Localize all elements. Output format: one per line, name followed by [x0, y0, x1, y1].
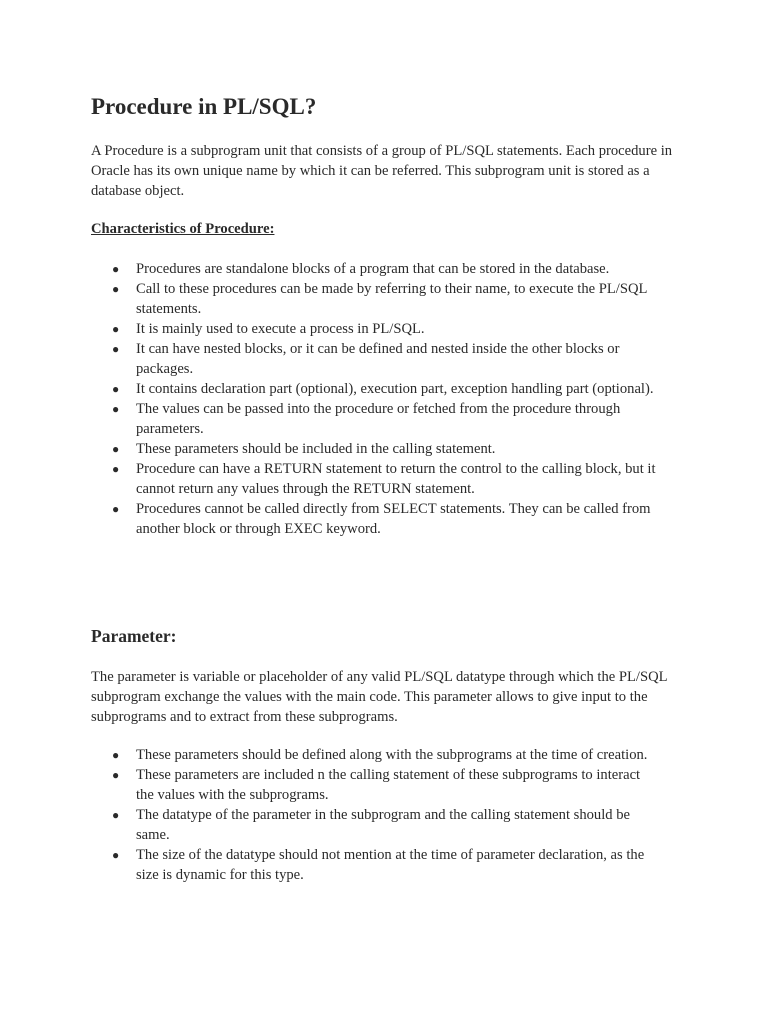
list-item: ● Call to these procedures can be made by referring to their name, to execute the PL/SQL statements. [112, 281, 647, 317]
bullet-icon: ● [112, 848, 120, 862]
list-item: ● It can have nested blocks, or it can be defined and nested inside the other blocks or packages. [112, 341, 620, 377]
bullet-icon: ● [112, 342, 120, 356]
list-item: ● These parameters are included n the calling statement of these subprograms to interact the values with the subprograms. [112, 767, 641, 803]
characteristics-heading: Characteristics of Procedure: [91, 221, 275, 237]
list-item: ● The datatype of the parameter in the subprogram and the calling statement should be same. [112, 807, 630, 843]
bullet-icon: ● [112, 402, 120, 416]
bullet-icon: ● [112, 442, 120, 456]
bullet-icon: ● [112, 462, 120, 476]
bullet-icon: ● [112, 322, 120, 336]
list-item: ● It contains declaration part (optional), execution part, exception handling part (optional). [112, 381, 654, 397]
list-item: ● It is mainly used to execute a process in PL/SQL. [112, 321, 425, 337]
intro-paragraph: A Procedure is a subprogram unit that consists of a group of PL/SQL statements. Each procedure in Oracle has its own unique name by which it can be referred. This subprogram unit is stored as a database object. [91, 143, 673, 199]
list-item: ● Procedures cannot be called directly from SELECT statements. They can be called from another block or through EXEC keyword. [112, 501, 651, 537]
list-item: ● These parameters should be included in the calling statement. [112, 441, 496, 457]
list-item: ● Procedure can have a RETURN statement to return the control to the calling block, but it cannot return any values through the RETURN statement. [112, 461, 656, 497]
bullet-icon: ● [112, 808, 120, 822]
bullet-icon: ● [112, 502, 120, 516]
list-item: ● Procedures are standalone blocks of a program that can be stored in the database. [112, 261, 610, 277]
bullet-icon: ● [112, 262, 120, 276]
bullet-icon: ● [112, 748, 120, 762]
parameter-heading: Parameter: [91, 626, 177, 646]
parameter-list [91, 745, 691, 885]
bullet-icon: ● [112, 382, 120, 396]
bullet-icon: ● [112, 282, 120, 296]
characteristics-list [91, 259, 691, 539]
page-title: Procedure in PL/SQL? [91, 94, 317, 119]
list-item: ● The size of the datatype should not mention at the time of parameter declaration, as the size is dynamic for this type. [112, 847, 645, 883]
parameter-paragraph: The parameter is variable or placeholder of any valid PL/SQL datatype through which the PL/SQL subprogram exchange the values with the main code. This parameter allows to give input to the subprograms and to extract from these subprograms. [91, 669, 668, 725]
list-item: ● The values can be passed into the procedure or fetched from the procedure through parameters. [112, 401, 621, 437]
bullet-icon: ● [112, 768, 120, 782]
list-item: ● These parameters should be defined along with the subprograms at the time of creation. [112, 747, 648, 763]
